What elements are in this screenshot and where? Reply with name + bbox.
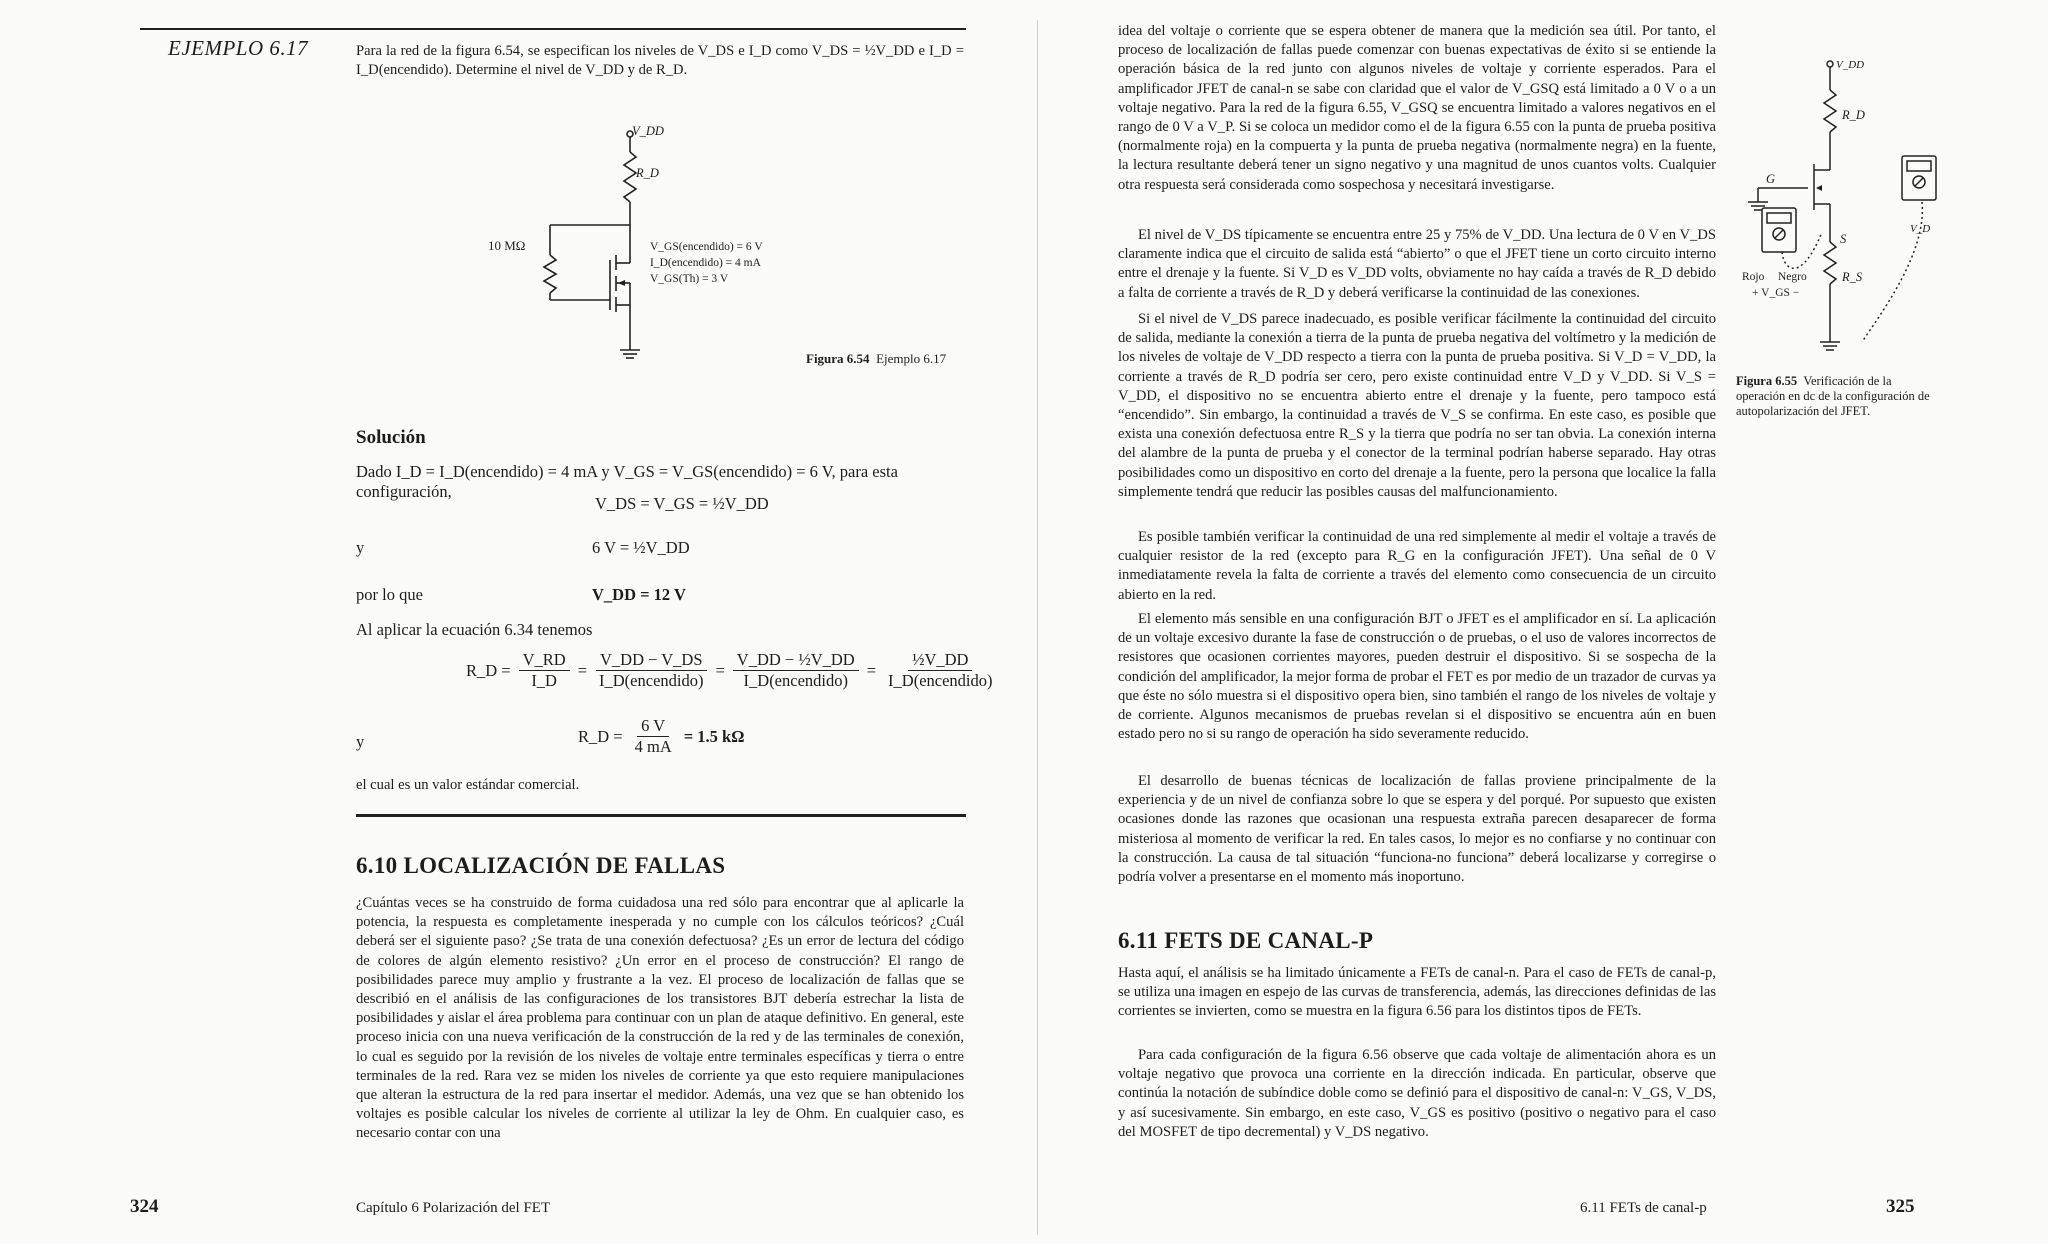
rd-equation: R_D = $\frac{V\_RD}{I\_D}$ = $\frac{V\_DD - V\_DS}{\text{I\_D(encendido)}}$ = $\frac{\text{V\_DD − ½V\_DD}}{\text{I\_D(encendido)}}$ = $\frac{\text{½V\_DD}}{\text{I\_D(encendido)}}$ [466,650,997,691]
rd-frac2-den: I_D(encendido) [599,671,704,690]
rd-frac4-num: ½V_DD [908,650,972,671]
running-foot-left: Capítulo 6 Polarización del FET [356,1200,551,1216]
section-6-10-text: ¿Cuántas veces se ha construido de forma cuidadosa una red sólo para encontrar que al aplicarle la potencia, la respuesta es completamente inesperada y no cumple con los cálculos teóricos? ¿Cuál deberá ser el siguiente paso? ¿Se trata de una conexión defectuosa? ¿Es un error de lectura del código de colores de algún elemento resistivo? ¿Un error en el proceso de construcción? El rango de posibilidades parece muy amplio y frustrante a la vez. El proceso de localización de fallas que se describió en el análisis de las configuraciones de los transistores BJT debería estrechar la lista de posibilidades y aislar el área problema para continuar con un plan de ataque definitivo. En general, este proceso inicia con una nueva verificación de la construcción de la red y de las terminales de conexión, lo cual es seguido por la revisión de los niveles de voltaje entre terminales específicas y tierra o entre terminales de la red. Rara vez se miden los niveles de corriente ya que esto requiere manipulaciones que alteran la estructura de la red para insertar el medidor. Además, una vez que se han obtenido los voltajes es posible calcular los niveles de corriente al utilizar la ley de Ohm. En cualquier caso, es necesario contar con una [356,895,964,1142]
fig54-spec-id: I_D(encendido) = 4 mA [650,257,761,269]
para-2: El nivel de V_DS típicamente se encuentra entre 25 y 75% de V_DD. Una lectura de 0 V en V_DS claramente indica que el circuito de salida está “abierto” o que el JFET tiene un corto circuito interno entre el drenaje y la fuente. Si V_D es V_DD volts, obviamente no hay caída a través de R_D debido a falta de corriente a través de R_D y deberá verificarse la continuidad de las conexiones. [1118,227,1716,301]
rd-result-den: 4 mA [634,737,672,756]
rd-result-frac [631,716,676,757]
para-5: El elemento más sensible en una configuración BJT o JFET es el amplificador en sí. La aplicación de un voltaje excesivo durante la fase de construcción o de pruebas, o el uso de valores incorrectos de resistores que ocasionen corrientes mayores, pueden destruir el dispositivo. Si se sospecha de la condición del amplificador, la mejor forma de probar el FET es por medio de un trazador de curvas ya que éste no sólo muestra si el dispositivo opera bien, sino también el rango de los niveles de voltaje y de corriente. Algunos mecanismos de pruebas revelan si el dispositivo se encuentra aún en buen estado pero no si su rango de operación ha sido severamente reducido. [1118,611,1716,743]
section-6-11-heading: 6.11 FETS DE CANAL-P [1118,928,1374,953]
rd-eq-lhs: R_D = [466,660,511,680]
solution-heading: Solución [356,427,426,448]
solution-line1: Dado I_D = I_D(encendido) = 4 mA y V_GS = V_GS(encendido) = 6 V, para esta configuración, [356,462,898,501]
fig54-spec-vgs: V_GS(encendido) = 6 V [650,241,763,253]
solution-y1: y [356,538,365,557]
fig54-spec-vth: V_GS(Th) = 3 V [650,273,729,285]
example-statement: Para la red de la figura 6.54, se especifican los niveles de V_DS e I_D como V_DS = ½V_DD e I_D = I_D(encendido). Determine el nivel de V_DD y de R_D. [356,43,964,79]
page-number-left: 324 [130,1196,159,1217]
solution-por-lo-que: por lo que [356,585,423,604]
fig55-caption-num: Figura 6.55 [1736,374,1798,388]
rd-frac2-num: V_DD − V_DS [596,650,707,671]
fig55-rd-label: R_D [1842,108,1865,122]
solution-y2: y [356,732,365,751]
rd-frac3-num: V_DD − ½V_DD [733,650,859,671]
para-3: Si el nivel de V_DS parece inadecuado, es posible verificar fácilmente la continuidad del circuito de salida, mediante la conexión a tierra de la punta de prueba negativa del voltímetro y la medición de los niveles de voltaje de V_DD respecto a tierra con la punta de prueba positiva. Si V_D = V_DD, la corriente a través de R_D podría ser cero, pero existe continuidad entre V_D y V_DD. Si V_S = V_DD, el dispositivo no se encuentra abierto entre el drenaje y la fuente, pero tampoco está “encendido”. Sin embargo, la continuidad a través de V_S se confirma. En este caso, es posible que exista una conexión defectuosa entre R_S y la tierra que podría no ser tan obvia. La conexión interna del alambre de la punta de prueba y el conector de la terminal podrían haberse separado. Hay otras posibilidades como un dispositivo en corto del drenaje a la fuente, pero la persona que localice la falla simplemente tendrá que reducir las posibles causas del malfuncionamiento. [1118,311,1716,500]
rd-frac4-den: I_D(encendido) [888,671,993,690]
fig55-caption [1736,374,1942,419]
rd-result-lhs: R_D = [578,726,623,746]
example-end-rule [356,814,966,817]
para-6: El desarrollo de buenas técnicas de localización de fallas proviene principalmente de la experiencia y de un nivel de confianza sobre lo que se espera y del porqué. Por supuesto que existen ocasiones donde las razones que ocasionan una respuesta extraña parecen desaparecer de forma misteriosa al momento de verificar la red. En tales casos, lo mejor es no confiarse y no continuar con la construcción. La causa de tal situación “funciona-no funciona” deberá localizarse y corregirse o podría volver a presentarse en el momento más inoportuno. [1118,773,1716,886]
solution-eq1: V_DS = V_GS = ½V_DD [595,494,769,513]
rd-frac1-den: I_D [531,671,557,690]
fig55-negro-label: Negro [1778,271,1807,283]
fig55-caption-text: Verificación de la operación en dc de la configuración de autopolarización del JFET. [1736,374,1930,418]
fig55-g-label: G [1766,172,1776,186]
figure-6-55-circuit [1722,52,1952,362]
fig55-rs-label: R_S [1842,270,1863,284]
fig54-caption [806,351,946,366]
fig55-s-label: S [1840,232,1847,246]
rd-frac1-num: V_RD [519,650,570,671]
fig54-rd-label: R_D [636,166,659,180]
para-4: Es posible también verificar la continuidad de una red simplemente al medir el voltaje a través de cualquier resistor de la red (excepto para R_G en la configuración JFET). Una señal de 0 V inmediatamente revela la falta de corriente a través del elemento como consecuencia de un circuito abierto en la red. [1118,529,1716,603]
fig54-caption-num: Figura 6.54 [806,351,870,366]
fig55-vgs-label: + V_GS − [1752,287,1800,299]
rd-result-rhs: = 1.5 kΩ [683,726,745,746]
fig55-vdd-label: V_DD [1836,59,1865,71]
solution-eq3: V_DD = 12 V [592,585,686,604]
rd-frac-1 [519,650,570,691]
fig54-resistor-label: 10 MΩ [488,238,526,253]
solution-eq2: 6 V = ½V_DD [592,538,690,557]
section-6-11-p1: Hasta aquí, el análisis se ha limitado únicamente a FETs de canal-n. Para el caso de FETs de canal-p, se utiliza una imagen en espejo de las curvas de transferencia, además, las direcciones definidas de las corrientes se invierten, como se muestra en la figura 6.56 para los distintos tipos de FETs. [1118,965,1716,1020]
page-number-right: 325 [1886,1196,1915,1217]
section-6-11-p2: Para cada configuración de la figura 6.56 observe que cada voltaje de alimentación ahora es un voltaje negativo que provoca una corriente en la dirección indicada. En particular, observe que continúa la notación de subíndice doble como se definió para el dispositivo de canal-n: V_GS, V_DS, y así sucesivamente. Sin embargo, en este caso, V_GS es positivo (positivo o negativo para el caso del MOSFET de tipo decremental) y V_DS negativo. [1118,1047,1716,1140]
section-6-10-heading: 6.10 LOCALIZACIÓN DE FALLAS [356,853,726,878]
rd-result [578,716,744,757]
fig55-vd-label: V_D [1910,223,1931,235]
std-value-text: el cual es un valor estándar comercial. [356,777,580,793]
rd-frac3-den: I_D(encendido) [743,671,848,690]
fig54-vdd-label: V_DD [632,124,664,138]
rd-frac-2 [595,650,707,691]
rd-frac-3 [733,650,859,691]
rd-result-num: 6 V [637,716,669,737]
fig54-caption-text: Ejemplo 6.17 [876,351,947,366]
page-gutter [1037,20,1038,1235]
fig55-rojo-label: Rojo [1742,271,1765,283]
top-rule [140,28,966,30]
solution-apply-text: Al aplicar la ecuación 6.34 tenemos [356,620,593,639]
example-label: EJEMPLO 6.17 [168,36,309,60]
rd-frac-4 [884,650,996,691]
para-1: idea del voltaje o corriente que se espera obtener de manera que la medición sea útil. Por tanto, el proceso de localización de fallas puede comenzar con buenas expectativas de éxito si se entiende la operación básica de la red junto con algunos niveles de voltaje y corriente esperados. Para el amplificador JFET de canal-n se sabe con claridad que el valor de V_GSQ está limitado a 0 V o a un voltaje negativo. Para la red de la figura 6.55, V_GSQ se encuentra limitado a valores negativos en el rango de 0 V a V_P. Si se coloca un medidor como el de la figura 6.55 con la punta de prueba positiva (normalmente roja) en la compuerta y la punta de prueba negativa (normalmente negra) en la fuente, la lectura resultante deberá tener un signo negativo y una magnitud de unos cuantos volts. Cualquier otra respuesta será considerada como sospechosa y necesitará investigarse. [1118,23,1716,193]
running-foot-right: 6.11 FETs de canal-p [1580,1200,1707,1216]
